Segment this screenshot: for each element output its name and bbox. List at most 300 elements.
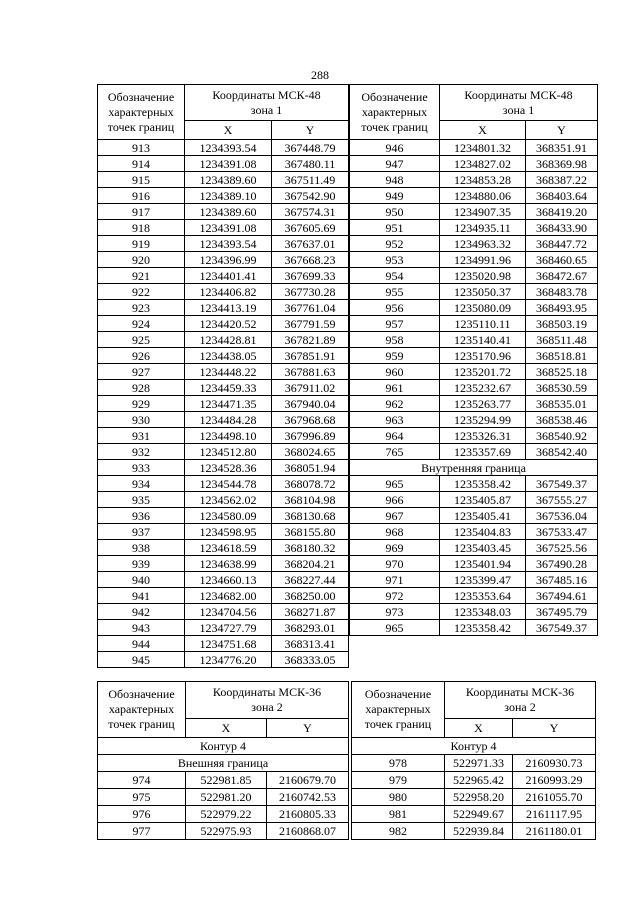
- table-row: [350, 236, 598, 252]
- table-row: [350, 620, 598, 636]
- x-value: 522981.20: [186, 789, 267, 806]
- table-row: [350, 492, 598, 508]
- y-value: 2160868.07: [267, 823, 349, 840]
- table-row: [98, 652, 349, 668]
- table-row: [98, 236, 349, 252]
- point-number: 936: [98, 508, 185, 524]
- table-row: [98, 492, 349, 508]
- table-row: [350, 300, 598, 316]
- y-value: 2160742.53: [267, 789, 349, 806]
- point-number: 975: [98, 789, 186, 806]
- table-row: [98, 620, 349, 636]
- section-label: Контур 4: [98, 738, 349, 755]
- table-row: [350, 252, 598, 268]
- table-row: [98, 188, 349, 204]
- point-number: 947: [350, 156, 440, 172]
- y-value: 2161180.01: [513, 823, 596, 840]
- table-row: [350, 316, 598, 332]
- x-value: 1234484.28: [185, 412, 272, 428]
- y-value: 367485.16: [526, 572, 598, 588]
- point-number: 952: [350, 236, 440, 252]
- point-label-header: Обозначение характерных точек границ: [350, 85, 440, 140]
- y-value: 2161117.95: [513, 806, 596, 823]
- point-number: 976: [98, 806, 186, 823]
- point-number: 981: [352, 806, 445, 823]
- point-number: 923: [98, 300, 185, 316]
- coordinate-system-header: Координаты МСК-48 зона 1: [185, 85, 349, 121]
- table-row: [98, 524, 349, 540]
- table-row: [350, 156, 598, 172]
- x-value: 1235358.42: [440, 620, 526, 636]
- table-row: [98, 823, 349, 840]
- point-number: 977: [98, 823, 186, 840]
- y-value: 368333.05: [272, 652, 349, 668]
- y-value: 368538.46: [526, 412, 598, 428]
- x-header: X: [445, 719, 513, 738]
- y-value: 368204.21: [272, 556, 349, 572]
- table-row: [350, 140, 598, 156]
- point-number: 965: [350, 476, 440, 492]
- table-row: [98, 540, 349, 556]
- y-value: 368447.72: [526, 236, 598, 252]
- point-number: 956: [350, 300, 440, 316]
- section-row: [98, 755, 349, 772]
- point-number: 955: [350, 284, 440, 300]
- x-value: 522975.93: [186, 823, 267, 840]
- y-value: 368535.01: [526, 396, 598, 412]
- x-value: 1234401.41: [185, 268, 272, 284]
- y-value: 367699.33: [272, 268, 349, 284]
- point-label-header: Обозначение характерных точек границ: [352, 682, 445, 738]
- y-value: 2160679.70: [267, 772, 349, 789]
- point-number: 928: [98, 380, 185, 396]
- point-number: 964: [350, 428, 440, 444]
- coordinate-system-header: Координаты МСК-36 зона 2: [186, 682, 349, 719]
- point-number: 967: [350, 508, 440, 524]
- section-label: Внутренняя граница: [350, 460, 598, 476]
- table-row: [350, 172, 598, 188]
- x-value: 1235263.77: [440, 396, 526, 412]
- table-row: [352, 772, 596, 789]
- x-value: 1234438.05: [185, 348, 272, 364]
- x-value: 1234391.08: [185, 156, 272, 172]
- point-number: 931: [98, 428, 185, 444]
- table-row: [98, 508, 349, 524]
- coordinates-table-bottom-left: [97, 681, 349, 840]
- point-number: 949: [350, 188, 440, 204]
- x-value: 522971.33: [445, 755, 513, 772]
- table-row: [350, 284, 598, 300]
- x-value: 1235405.87: [440, 492, 526, 508]
- point-number: 943: [98, 620, 185, 636]
- x-value: 1234428.81: [185, 332, 272, 348]
- x-value: 1235170.96: [440, 348, 526, 364]
- table-row: [352, 806, 596, 823]
- table-row: [98, 806, 349, 823]
- y-value: 367448.79: [272, 140, 349, 156]
- x-value: 1235020.98: [440, 268, 526, 284]
- x-value: 1234498.10: [185, 428, 272, 444]
- y-header: Y: [272, 121, 349, 140]
- y-value: 367637.01: [272, 236, 349, 252]
- y-value: 368530.59: [526, 380, 598, 396]
- table-row: [350, 428, 598, 444]
- y-value: 368180.32: [272, 540, 349, 556]
- point-number: 926: [98, 348, 185, 364]
- y-value: 367494.61: [526, 588, 598, 604]
- x-value: 1234512.80: [185, 444, 272, 460]
- x-value: 1235110.11: [440, 316, 526, 332]
- y-value: 367881.63: [272, 364, 349, 380]
- table-row: [350, 476, 598, 492]
- x-value: 1234389.10: [185, 188, 272, 204]
- section-row: [98, 738, 349, 755]
- table-row: [98, 588, 349, 604]
- x-value: 522981.85: [186, 772, 267, 789]
- y-value: 368503.19: [526, 316, 598, 332]
- point-number: 944: [98, 636, 185, 652]
- point-number: 937: [98, 524, 185, 540]
- section-row: [352, 738, 596, 755]
- y-value: 368351.91: [526, 140, 598, 156]
- point-number: 968: [350, 524, 440, 540]
- x-value: 1234991.96: [440, 252, 526, 268]
- y-value: 368540.92: [526, 428, 598, 444]
- x-value: 1234396.99: [185, 252, 272, 268]
- coordinates-table-top-left: [97, 84, 349, 668]
- point-label-header: Обозначение характерных точек границ: [98, 682, 186, 738]
- x-value: 1235357.69: [440, 444, 526, 460]
- point-number: 938: [98, 540, 185, 556]
- point-number: 961: [350, 380, 440, 396]
- point-number: 948: [350, 172, 440, 188]
- x-value: 522939.84: [445, 823, 513, 840]
- point-number: 940: [98, 572, 185, 588]
- y-value: 367761.04: [272, 300, 349, 316]
- x-header: X: [185, 121, 272, 140]
- table-row: [98, 636, 349, 652]
- x-value: 522958.20: [445, 789, 513, 806]
- y-header: Y: [526, 121, 598, 140]
- y-value: 367480.11: [272, 156, 349, 172]
- point-number: 915: [98, 172, 185, 188]
- coordinates-table-top-right: [349, 84, 598, 636]
- table-row: [350, 380, 598, 396]
- point-number: 980: [352, 789, 445, 806]
- x-value: 1235140.41: [440, 332, 526, 348]
- point-number: 929: [98, 396, 185, 412]
- table-row: [350, 412, 598, 428]
- point-number: 953: [350, 252, 440, 268]
- table-row: [98, 476, 349, 492]
- table-row: [350, 332, 598, 348]
- section-label: Контур 4: [352, 738, 596, 755]
- x-value: 1235348.03: [440, 604, 526, 620]
- y-value: 368518.81: [526, 348, 598, 364]
- point-number: 957: [350, 316, 440, 332]
- y-value: 367574.31: [272, 204, 349, 220]
- table-row: [98, 460, 349, 476]
- y-value: 367533.47: [526, 524, 598, 540]
- table-row: [98, 789, 349, 806]
- section-label: Внешняя граница: [98, 755, 349, 772]
- point-number: 925: [98, 332, 185, 348]
- table-row: [350, 572, 598, 588]
- point-number: 971: [350, 572, 440, 588]
- x-value: 1234406.82: [185, 284, 272, 300]
- table-row: [98, 772, 349, 789]
- y-value: 368460.65: [526, 252, 598, 268]
- y-header: Y: [267, 719, 349, 738]
- x-value: 1235353.64: [440, 588, 526, 604]
- point-number: 920: [98, 252, 185, 268]
- table-row: [350, 220, 598, 236]
- x-value: 1234827.02: [440, 156, 526, 172]
- x-value: 1234751.68: [185, 636, 272, 652]
- table-row: [98, 428, 349, 444]
- x-value: 1235404.83: [440, 524, 526, 540]
- y-value: 2160805.33: [267, 806, 349, 823]
- x-value: 1234420.52: [185, 316, 272, 332]
- x-header: X: [440, 121, 526, 140]
- table-row: [98, 204, 349, 220]
- point-number: 945: [98, 652, 185, 668]
- x-value: 1235050.37: [440, 284, 526, 300]
- point-number: 932: [98, 444, 185, 460]
- y-value: 367851.91: [272, 348, 349, 364]
- table-row: [350, 588, 598, 604]
- x-value: 1234776.20: [185, 652, 272, 668]
- x-value: 1234459.33: [185, 380, 272, 396]
- coordinate-system-header: Координаты МСК-36 зона 2: [445, 682, 596, 719]
- y-value: 367730.28: [272, 284, 349, 300]
- point-number: 965: [350, 620, 440, 636]
- x-value: 1234801.32: [440, 140, 526, 156]
- point-number: 941: [98, 588, 185, 604]
- x-value: 1234598.95: [185, 524, 272, 540]
- x-value: 1234413.19: [185, 300, 272, 316]
- point-number: 978: [352, 755, 445, 772]
- x-value: 1234562.02: [185, 492, 272, 508]
- point-number: 970: [350, 556, 440, 572]
- y-value: 368104.98: [272, 492, 349, 508]
- point-number: 972: [350, 588, 440, 604]
- y-value: 367605.69: [272, 220, 349, 236]
- point-number: 927: [98, 364, 185, 380]
- y-value: 368525.18: [526, 364, 598, 380]
- x-value: 1234544.78: [185, 476, 272, 492]
- x-value: 1234727.79: [185, 620, 272, 636]
- table-row: [350, 204, 598, 220]
- y-value: 368493.95: [526, 300, 598, 316]
- x-value: 1235201.72: [440, 364, 526, 380]
- x-value: 1235326.31: [440, 428, 526, 444]
- y-value: 2160930.73: [513, 755, 596, 772]
- x-value: 1234907.35: [440, 204, 526, 220]
- x-value: 1234880.06: [440, 188, 526, 204]
- y-value: 367996.89: [272, 428, 349, 444]
- y-value: 367549.37: [526, 620, 598, 636]
- table-body: [98, 738, 349, 840]
- x-value: 1234391.08: [185, 220, 272, 236]
- table-row: [350, 524, 598, 540]
- x-value: 1234448.22: [185, 364, 272, 380]
- point-number: 960: [350, 364, 440, 380]
- point-number: 973: [350, 604, 440, 620]
- table-row: [98, 556, 349, 572]
- y-value: 367911.02: [272, 380, 349, 396]
- table-row: [350, 188, 598, 204]
- point-number: 962: [350, 396, 440, 412]
- y-value: 368369.98: [526, 156, 598, 172]
- y-value: 367549.37: [526, 476, 598, 492]
- point-number: 959: [350, 348, 440, 364]
- page-number: 288: [311, 68, 329, 82]
- y-value: 2161055.70: [513, 789, 596, 806]
- x-header: X: [186, 719, 267, 738]
- y-value: 368024.65: [272, 444, 349, 460]
- y-value: 368078.72: [272, 476, 349, 492]
- x-value: 522979.22: [186, 806, 267, 823]
- x-value: 1234618.59: [185, 540, 272, 556]
- y-value: 368271.87: [272, 604, 349, 620]
- y-value: 368542.40: [526, 444, 598, 460]
- x-value: 1235399.47: [440, 572, 526, 588]
- table-row: [350, 604, 598, 620]
- y-value: 368472.67: [526, 268, 598, 284]
- table-row: [98, 300, 349, 316]
- table-row: [350, 556, 598, 572]
- y-value: 367525.56: [526, 540, 598, 556]
- table-row: [98, 252, 349, 268]
- y-value: 368419.20: [526, 204, 598, 220]
- point-number: 958: [350, 332, 440, 348]
- table-row: [98, 156, 349, 172]
- point-number: 982: [352, 823, 445, 840]
- y-value: 367490.28: [526, 556, 598, 572]
- table-row: [352, 823, 596, 840]
- y-value: 367511.49: [272, 172, 349, 188]
- table-row: [350, 396, 598, 412]
- table-row: [98, 604, 349, 620]
- x-value: 1234471.35: [185, 396, 272, 412]
- x-value: 1235403.45: [440, 540, 526, 556]
- point-number: 966: [350, 492, 440, 508]
- table-row: [98, 332, 349, 348]
- point-number: 942: [98, 604, 185, 620]
- y-value: 368227.44: [272, 572, 349, 588]
- x-value: 1234580.09: [185, 508, 272, 524]
- point-number: 917: [98, 204, 185, 220]
- point-number: 914: [98, 156, 185, 172]
- table-row: [98, 444, 349, 460]
- table-body: [98, 140, 349, 668]
- table-row: [98, 172, 349, 188]
- x-value: 1234853.28: [440, 172, 526, 188]
- table-row: [98, 348, 349, 364]
- y-value: 368387.22: [526, 172, 598, 188]
- x-value: 1234638.99: [185, 556, 272, 572]
- point-number: 939: [98, 556, 185, 572]
- y-value: 368293.01: [272, 620, 349, 636]
- point-number: 951: [350, 220, 440, 236]
- table-row: [98, 364, 349, 380]
- point-number: 979: [352, 772, 445, 789]
- point-number: 921: [98, 268, 185, 284]
- table-row: [98, 220, 349, 236]
- table-row: [350, 540, 598, 556]
- table-row: [98, 412, 349, 428]
- x-value: 522965.42: [445, 772, 513, 789]
- point-number: 913: [98, 140, 185, 156]
- table-row: [98, 316, 349, 332]
- table-row: [98, 140, 349, 156]
- point-number: 930: [98, 412, 185, 428]
- x-value: 1235294.99: [440, 412, 526, 428]
- table-row: [350, 364, 598, 380]
- x-value: 1234704.56: [185, 604, 272, 620]
- point-number: 933: [98, 460, 185, 476]
- y-value: 367542.90: [272, 188, 349, 204]
- y-value: 368313.41: [272, 636, 349, 652]
- x-value: 1234389.60: [185, 204, 272, 220]
- y-value: 367555.27: [526, 492, 598, 508]
- y-value: 367495.79: [526, 604, 598, 620]
- point-number: 924: [98, 316, 185, 332]
- y-value: 367940.04: [272, 396, 349, 412]
- y-value: 368130.68: [272, 508, 349, 524]
- section-row: [350, 460, 598, 476]
- point-label-header: Обозначение характерных точек границ: [98, 85, 185, 140]
- table-row: [350, 348, 598, 364]
- table-row: [98, 268, 349, 284]
- table-body: [350, 140, 598, 636]
- x-value: 1235358.42: [440, 476, 526, 492]
- point-number: 974: [98, 772, 186, 789]
- point-number: 922: [98, 284, 185, 300]
- point-number: 765: [350, 444, 440, 460]
- table-row: [350, 444, 598, 460]
- point-number: 950: [350, 204, 440, 220]
- x-value: 1235405.41: [440, 508, 526, 524]
- point-number: 935: [98, 492, 185, 508]
- point-number: 918: [98, 220, 185, 236]
- y-value: 367791.59: [272, 316, 349, 332]
- x-value: 1234682.00: [185, 588, 272, 604]
- y-value: 368511.48: [526, 332, 598, 348]
- y-value: 2160993.29: [513, 772, 596, 789]
- table-row: [98, 572, 349, 588]
- y-value: 367821.89: [272, 332, 349, 348]
- table-row: [98, 380, 349, 396]
- x-value: 1234528.36: [185, 460, 272, 476]
- x-value: 1234660.13: [185, 572, 272, 588]
- y-value: 368250.00: [272, 588, 349, 604]
- table-row: [98, 396, 349, 412]
- y-value: 368155.80: [272, 524, 349, 540]
- point-number: 946: [350, 140, 440, 156]
- point-number: 919: [98, 236, 185, 252]
- x-value: 1235232.67: [440, 380, 526, 396]
- y-value: 367536.04: [526, 508, 598, 524]
- point-number: 963: [350, 412, 440, 428]
- x-value: 1234963.32: [440, 236, 526, 252]
- x-value: 522949.67: [445, 806, 513, 823]
- table-row: [352, 789, 596, 806]
- x-value: 1235401.94: [440, 556, 526, 572]
- point-number: 934: [98, 476, 185, 492]
- x-value: 1235080.09: [440, 300, 526, 316]
